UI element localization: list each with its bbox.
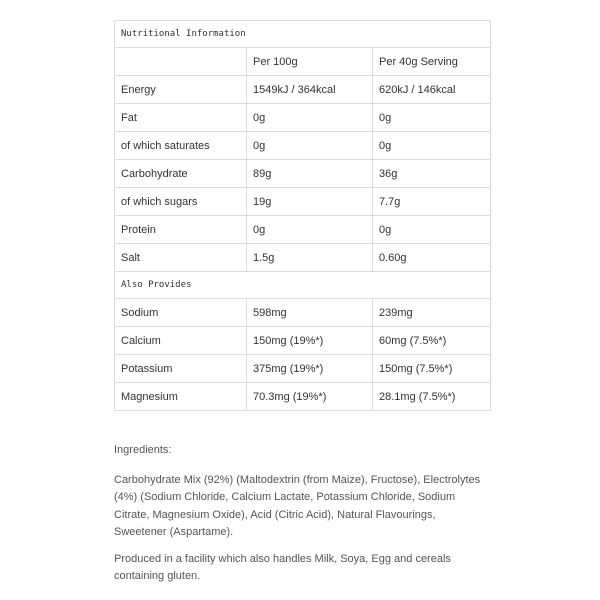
nutrient-row bbox=[115, 355, 491, 383]
nutrient-name: of which sugars bbox=[115, 188, 247, 216]
column-header-row bbox=[115, 48, 491, 76]
nutrition-table bbox=[114, 20, 491, 411]
column-header bbox=[115, 48, 247, 76]
value-per-100g: 89g bbox=[247, 160, 373, 188]
nutrient-row bbox=[115, 327, 491, 355]
value-per-100g: 150mg (19%*) bbox=[247, 327, 373, 355]
value-per-100g: 598mg bbox=[247, 299, 373, 327]
nutrient-row bbox=[115, 216, 491, 244]
nutrient-row bbox=[115, 132, 491, 160]
nutrient-name: Magnesium bbox=[115, 383, 247, 411]
nutrient-row bbox=[115, 299, 491, 327]
nutrient-row bbox=[115, 160, 491, 188]
nutrient-name: Potassium bbox=[115, 355, 247, 383]
nutrient-row bbox=[115, 104, 491, 132]
value-per-serving: 239mg bbox=[373, 299, 491, 327]
value-per-serving: 620kJ / 146kcal bbox=[373, 76, 491, 104]
ingredients-label: Ingredients: bbox=[114, 444, 172, 456]
nutrition-panel bbox=[114, 20, 490, 411]
value-per-serving: 28.1mg (7.5%*) bbox=[373, 383, 491, 411]
value-per-100g: 70.3mg (19%*) bbox=[247, 383, 373, 411]
value-per-100g: 0g bbox=[247, 216, 373, 244]
nutrient-row bbox=[115, 383, 491, 411]
also-provides-row bbox=[115, 272, 491, 299]
value-per-serving: 0.60g bbox=[373, 244, 491, 272]
value-per-serving: 7.7g bbox=[373, 188, 491, 216]
value-per-100g: 0g bbox=[247, 104, 373, 132]
nutrient-row bbox=[115, 244, 491, 272]
value-per-100g: 1549kJ / 364kcal bbox=[247, 76, 373, 104]
nutrient-name: Carbohydrate bbox=[115, 160, 247, 188]
nutrient-name: Sodium bbox=[115, 299, 247, 327]
ingredients-text: Carbohydrate Mix (92%) (Maltodextrin (from Maize), Fructose), Electrolytes (4%) (Sodium Chloride, Calcium Lactate, Potassium Chloride, Sodium Citrate, Magnesium Oxide), Acid (Citric Acid), Natural Flavourings, Sweetener (Aspartame). bbox=[114, 473, 481, 538]
value-per-serving: 60mg (7.5%*) bbox=[373, 327, 491, 355]
value-per-serving: 0g bbox=[373, 104, 491, 132]
nutritional-information-heading: Nutritional Information bbox=[115, 21, 491, 48]
nutrient-name: Energy bbox=[115, 76, 247, 104]
value-per-100g: 0g bbox=[247, 132, 373, 160]
value-per-serving: 36g bbox=[373, 160, 491, 188]
value-per-serving: 0g bbox=[373, 132, 491, 160]
value-per-serving: 0g bbox=[373, 216, 491, 244]
allergen-note: Produced in a facility which also handles Milk, Soya, Egg and cereals containing gluten. bbox=[114, 552, 451, 582]
nutrient-name: Protein bbox=[115, 216, 247, 244]
nutrient-name: Calcium bbox=[115, 327, 247, 355]
nutrient-name: of which saturates bbox=[115, 132, 247, 160]
column-header-per-serving: Per 40g Serving bbox=[373, 48, 491, 76]
nutrient-name: Salt bbox=[115, 244, 247, 272]
also-provides-heading: Also Provides bbox=[115, 272, 491, 299]
value-per-100g: 375mg (19%*) bbox=[247, 355, 373, 383]
column-header-per-100g: Per 100g bbox=[247, 48, 373, 76]
section-header-row bbox=[115, 21, 491, 48]
nutrient-row bbox=[115, 76, 491, 104]
nutrient-name: Fat bbox=[115, 104, 247, 132]
value-per-100g: 1.5g bbox=[247, 244, 373, 272]
value-per-100g: 19g bbox=[247, 188, 373, 216]
product-notes bbox=[114, 442, 490, 586]
nutrient-row bbox=[115, 188, 491, 216]
value-per-serving: 150mg (7.5%*) bbox=[373, 355, 491, 383]
